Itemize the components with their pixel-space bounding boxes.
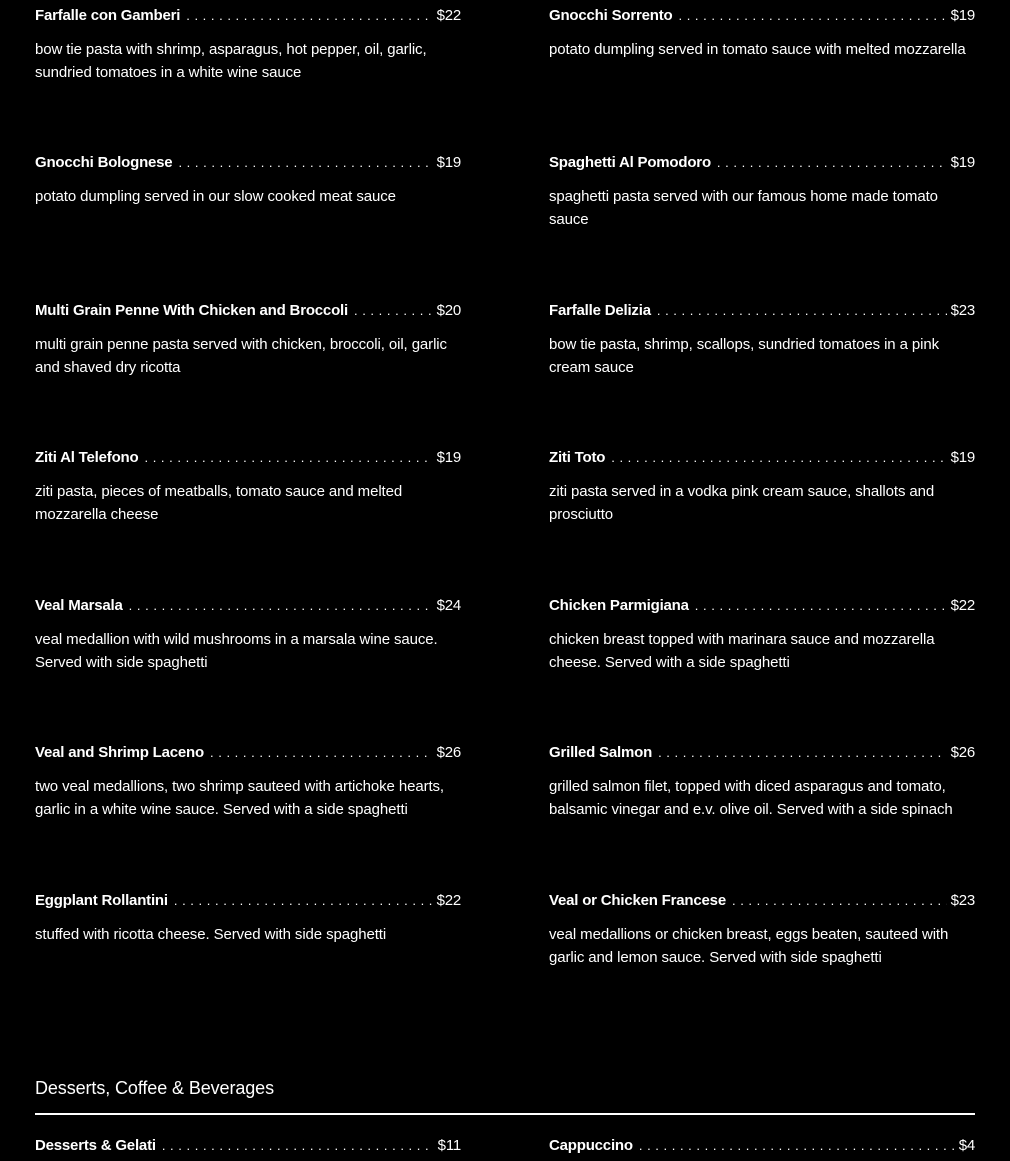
item-name: Multi Grain Penne With Chicken and Broccoli xyxy=(35,302,348,319)
item-price: $22 xyxy=(950,597,975,614)
menu-item xyxy=(549,301,975,379)
item-price: $22 xyxy=(436,7,461,24)
item-price: $26 xyxy=(950,744,975,761)
item-price: $19 xyxy=(950,7,975,24)
leader-dots xyxy=(129,596,433,616)
item-description: spaghetti pasta served with our famous home made tomato sauce xyxy=(549,188,938,228)
leader-dots xyxy=(178,153,432,173)
menu-item xyxy=(35,743,461,821)
item-price: $23 xyxy=(950,302,975,319)
item-name: Desserts & Gelati xyxy=(35,1137,156,1154)
item-name: Ziti Al Telefono xyxy=(35,449,139,466)
menu-item xyxy=(549,153,975,231)
item-name: Grilled Salmon xyxy=(549,744,653,761)
item-description: chicken breast topped with marinara sauce and mozzarella cheese. Served with a side spaghetti xyxy=(549,631,935,671)
item-price: $24 xyxy=(436,597,461,614)
leader-dots xyxy=(162,1136,434,1156)
item-name: Farfalle con Gamberi xyxy=(35,7,181,24)
item-description: two veal medallions, two shrimp sauteed with artichoke hearts, garlic in a white wine sauce. Served with a side spaghetti xyxy=(35,778,444,818)
item-description: multi grain penne pasta served with chicken, broccoli, oil, garlic and shaved dry ricotta xyxy=(35,336,447,376)
item-description: veal medallion with wild mushrooms in a marsala wine sauce. Served with side spaghetti xyxy=(35,631,438,671)
item-name: Ziti Toto xyxy=(549,449,606,466)
item-name: Eggplant Rollantini xyxy=(35,892,168,909)
menu-item xyxy=(35,153,461,209)
item-name: Gnocchi Sorrento xyxy=(549,7,673,24)
leader-dots xyxy=(658,743,947,763)
menu-item xyxy=(549,596,975,674)
menu-item xyxy=(35,596,461,674)
item-name: Veal Marsala xyxy=(35,597,123,614)
item-description: ziti pasta, pieces of meatballs, tomato sauce and melted mozzarella cheese xyxy=(35,483,403,523)
section-divider xyxy=(35,1113,975,1115)
item-price: $19 xyxy=(436,154,461,171)
item-description: bow tie pasta, shrimp, scallops, sundried tomatoes in a pink cream sauce xyxy=(549,336,940,376)
item-name: Cappuccino xyxy=(549,1137,633,1154)
item-price: $19 xyxy=(950,154,975,171)
item-description: ziti pasta served in a vodka pink cream sauce, shallots and prosciutto xyxy=(549,483,935,523)
item-price: $20 xyxy=(436,302,461,319)
leader-dots xyxy=(611,448,946,468)
leader-dots xyxy=(144,448,432,468)
menu-item xyxy=(35,1136,461,1156)
menu-item xyxy=(549,6,975,62)
item-description: grilled salmon filet, topped with diced asparagus and tomato, balsamic vinegar and e.v. olive oil. Served with a side spinach xyxy=(549,778,953,818)
item-description: stuffed with ricotta cheese. Served with side spaghetti xyxy=(35,926,387,943)
leader-dots xyxy=(639,1136,955,1156)
menu-item xyxy=(549,743,975,821)
item-price: $19 xyxy=(950,449,975,466)
item-name: Veal and Shrimp Laceno xyxy=(35,744,204,761)
menu-item xyxy=(35,448,461,526)
item-description: potato dumpling served in our slow cooked meat sauce xyxy=(35,188,396,205)
section-title: Desserts, Coffee & Beverages xyxy=(35,1078,274,1098)
menu-item xyxy=(35,891,461,947)
item-price: $23 xyxy=(950,892,975,909)
item-description: bow tie pasta with shrimp, asparagus, hot pepper, oil, garlic, sundried tomatoes in a white wine sauce xyxy=(35,41,427,81)
item-price: $22 xyxy=(436,892,461,909)
leader-dots xyxy=(678,6,946,26)
item-name: Chicken Parmigiana xyxy=(549,597,689,614)
menu-item xyxy=(549,891,975,969)
item-price: $19 xyxy=(436,449,461,466)
item-name: Veal or Chicken Francese xyxy=(549,892,726,909)
item-price: $4 xyxy=(958,1137,975,1154)
menu-item xyxy=(35,6,461,84)
item-name: Gnocchi Bolognese xyxy=(35,154,173,171)
item-name: Spaghetti Al Pomodoro xyxy=(549,154,711,171)
leader-dots xyxy=(732,891,947,911)
menu-item xyxy=(549,448,975,526)
leader-dots xyxy=(174,891,433,911)
leader-dots xyxy=(210,743,433,763)
menu-item xyxy=(35,301,461,379)
leader-dots xyxy=(695,596,947,616)
menu-item xyxy=(549,1136,975,1156)
item-description: potato dumpling served in tomato sauce with melted mozzarella xyxy=(549,41,966,58)
leader-dots xyxy=(717,153,947,173)
leader-dots xyxy=(657,301,947,321)
item-description: veal medallions or chicken breast, eggs beaten, sauteed with garlic and lemon sauce. Served with side spaghetti xyxy=(549,926,949,966)
item-price: $26 xyxy=(436,744,461,761)
item-name: Farfalle Delizia xyxy=(549,302,651,319)
leader-dots xyxy=(186,6,432,26)
item-price: $11 xyxy=(437,1137,461,1154)
leader-dots xyxy=(354,301,433,321)
